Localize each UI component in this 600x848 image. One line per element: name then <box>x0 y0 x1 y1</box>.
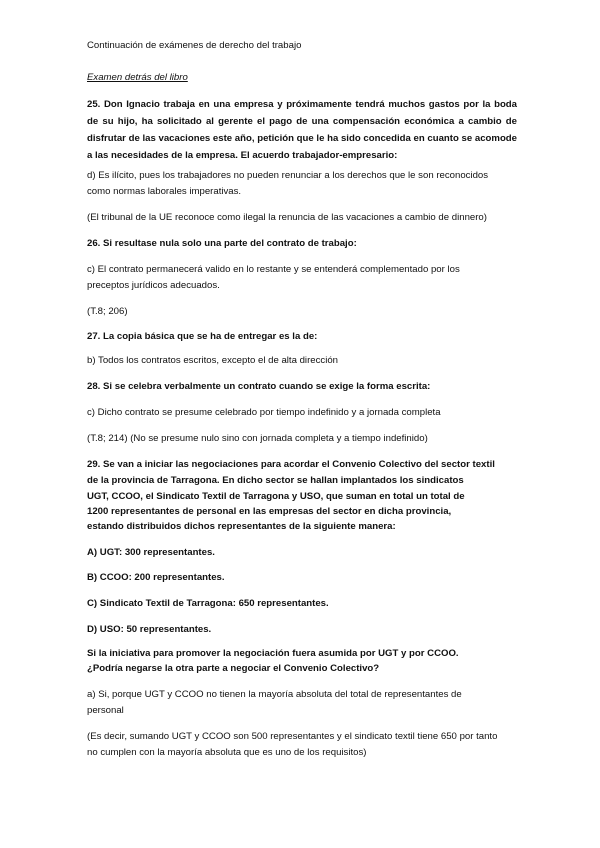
option-c: C) Sindicato Textil de Tarragona: 650 representantes. <box>87 598 329 609</box>
option-d: D) USO: 50 representantes. <box>87 624 212 635</box>
note-29-line-2: no cumplen con la mayoría absoluta que es uno de los requisitos) <box>87 747 367 758</box>
section-title: Examen detrás del libro <box>87 72 188 83</box>
question-28: 28. Si se celebra verbalmente un contrato cuando se exige la forma escrita: <box>87 381 431 392</box>
note-29-line-1: (Es decir, sumando UGT y CCOO son 500 representantes y el sindicato textil tiene 650 por tanto <box>87 731 498 742</box>
answer-27: b) Todos los contratos escritos, excepto el de alta dirección <box>87 355 338 366</box>
option-b: B) CCOO: 200 representantes. <box>87 572 225 583</box>
answer-26-line-1: c) El contrato permanecerá valido en lo restante y se entenderá complementado por los <box>87 264 460 275</box>
question-29-line-5: estando distribuidos dichos representantes de la siguiente manera: <box>87 521 396 532</box>
note-28: (T.8; 214) (No se presume nulo sino con jornada completa y a tiempo indefinido) <box>87 433 428 444</box>
answer-25-line-1: d) Es ilícito, pues los trabajadores no pueden renunciar a los derechos que le son reconocidos <box>87 170 489 181</box>
reference-26: (T.8; 206) <box>87 306 128 317</box>
question-29-line-4: 1200 representantes de personal en las empresas del sector en dicha provincia, <box>87 506 452 517</box>
followup-line-2: ¿Podría negarse la otra parte a negociar el Convenio Colectivo? <box>87 663 380 674</box>
answer-28: c) Dicho contrato se presume celebrado por tiempo indefinido y a jornada completa <box>87 407 441 418</box>
question-27: 27. La copia básica que se ha de entregar es la de: <box>87 331 318 342</box>
question-26: 26. Si resultase nula solo una parte del contrato de trabajo: <box>87 238 357 249</box>
answer-29-line-1: a) Si, porque UGT y CCOO no tienen la mayoría absoluta del total de representantes de <box>87 689 462 700</box>
followup-line-1: Si la iniciativa para promover la negociación fuera asumida por UGT y por CCOO. <box>87 648 459 659</box>
question-29-line-2: de la provincia de Tarragona. En dicho sector se hallan implantados los sindicatos <box>87 475 464 486</box>
question-29-line-3: UGT, CCOO, el Sindicato Textil de Tarragona y USO, que suman en total un total de <box>87 491 465 502</box>
answer-29-line-2: personal <box>87 705 124 716</box>
answer-26-line-2: preceptos jurídicos adecuados. <box>87 280 220 291</box>
document-header: Continuación de exámenes de derecho del trabajo <box>87 40 302 51</box>
answer-25-line-2: como normas laborales imperativas. <box>87 186 242 197</box>
question-25: 25. Don Ignacio trabaja en una empresa y próximamente tendrá muchos gastos por la boda de su hijo, ha solicitado al gerente el pago de una compensación económica a cambio de disfrutar de las vacaciones este año, petición que le ha sido concedida en cuanto se acomode a las necesidades de la empresa. El acuerdo trabajador-empresario: <box>87 99 517 161</box>
question-29-line-1: 29. Se van a iniciar las negociaciones para acordar el Convenio Colectivo del sector textil <box>87 459 495 470</box>
option-a: A) UGT: 300 representantes. <box>87 547 215 558</box>
note-25: (El tribunal de la UE reconoce como ilegal la renuncia de las vacaciones a cambio de dinnero) <box>87 212 487 223</box>
